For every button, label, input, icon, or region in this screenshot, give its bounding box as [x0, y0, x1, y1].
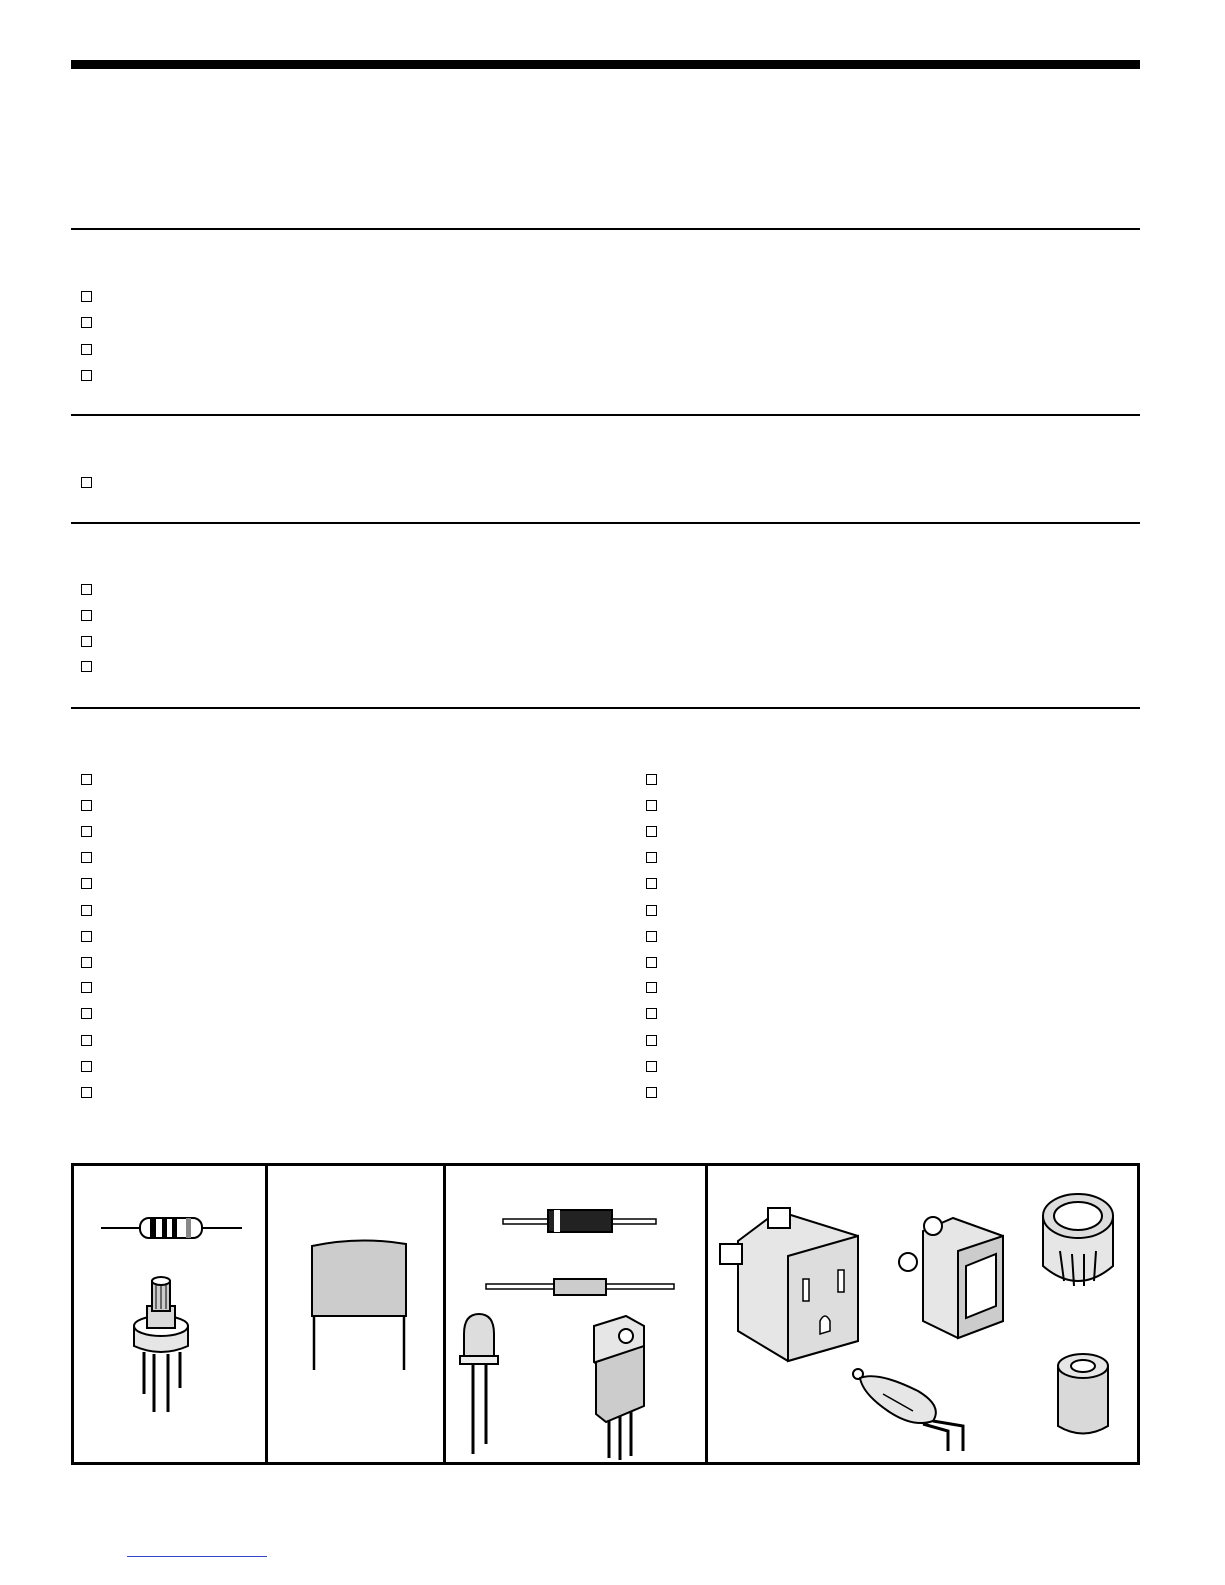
check-box[interactable]: [81, 1087, 92, 1098]
check-box[interactable]: [81, 477, 92, 488]
resistor-icon: [101, 1218, 242, 1238]
check-box[interactable]: [646, 1008, 657, 1019]
capacitor-icon: [312, 1240, 406, 1370]
header-rule: [71, 60, 1140, 69]
thermal-fuse-icon: [853, 1369, 963, 1451]
check-box[interactable]: [81, 344, 92, 355]
potentiometer-icon: [134, 1277, 188, 1412]
capacitors-panel: [265, 1163, 446, 1465]
lamp-holder-icon: [1043, 1194, 1113, 1286]
check-box[interactable]: [646, 1087, 657, 1098]
check-box[interactable]: [646, 826, 657, 837]
ac-outlet-icon: [720, 1208, 858, 1361]
check-box[interactable]: [81, 370, 92, 381]
check-box[interactable]: [646, 1061, 657, 1072]
check-box[interactable]: [81, 1061, 92, 1072]
check-box[interactable]: [81, 931, 92, 942]
check-box[interactable]: [81, 826, 92, 837]
check-box[interactable]: [81, 800, 92, 811]
check-box[interactable]: [646, 957, 657, 968]
check-box[interactable]: [81, 291, 92, 302]
check-box[interactable]: [81, 661, 92, 672]
diode-icon: [503, 1210, 656, 1232]
check-box[interactable]: [646, 982, 657, 993]
check-box[interactable]: [81, 852, 92, 863]
section-divider: [71, 707, 1140, 709]
section-divider: [71, 414, 1140, 416]
zener-diode-icon: [486, 1279, 674, 1295]
section-divider: [71, 522, 1140, 524]
check-box[interactable]: [81, 610, 92, 621]
check-box[interactable]: [646, 878, 657, 889]
ferrite-bead-icon: [1058, 1354, 1108, 1434]
check-box[interactable]: [81, 317, 92, 328]
check-box[interactable]: [646, 905, 657, 916]
check-box[interactable]: [81, 957, 92, 968]
led-icon: [460, 1314, 498, 1454]
check-box[interactable]: [646, 931, 657, 942]
misc-parts-panel: [705, 1163, 1140, 1465]
check-box[interactable]: [81, 774, 92, 785]
footer-link-underline[interactable]: [127, 1556, 267, 1557]
check-box[interactable]: [646, 800, 657, 811]
section-divider: [71, 228, 1140, 230]
check-box[interactable]: [81, 982, 92, 993]
check-box[interactable]: [646, 1035, 657, 1046]
resistors-panel: [71, 1163, 268, 1465]
check-box[interactable]: [81, 584, 92, 595]
check-box[interactable]: [81, 878, 92, 889]
check-box[interactable]: [81, 905, 92, 916]
semiconductors-panel: [443, 1163, 708, 1465]
check-box[interactable]: [646, 852, 657, 863]
check-box[interactable]: [81, 1035, 92, 1046]
voltage-regulator-icon: [594, 1316, 644, 1460]
check-box[interactable]: [81, 636, 92, 647]
check-box[interactable]: [646, 774, 657, 785]
rocker-switch-icon: [899, 1217, 1003, 1338]
check-box[interactable]: [81, 1008, 92, 1019]
